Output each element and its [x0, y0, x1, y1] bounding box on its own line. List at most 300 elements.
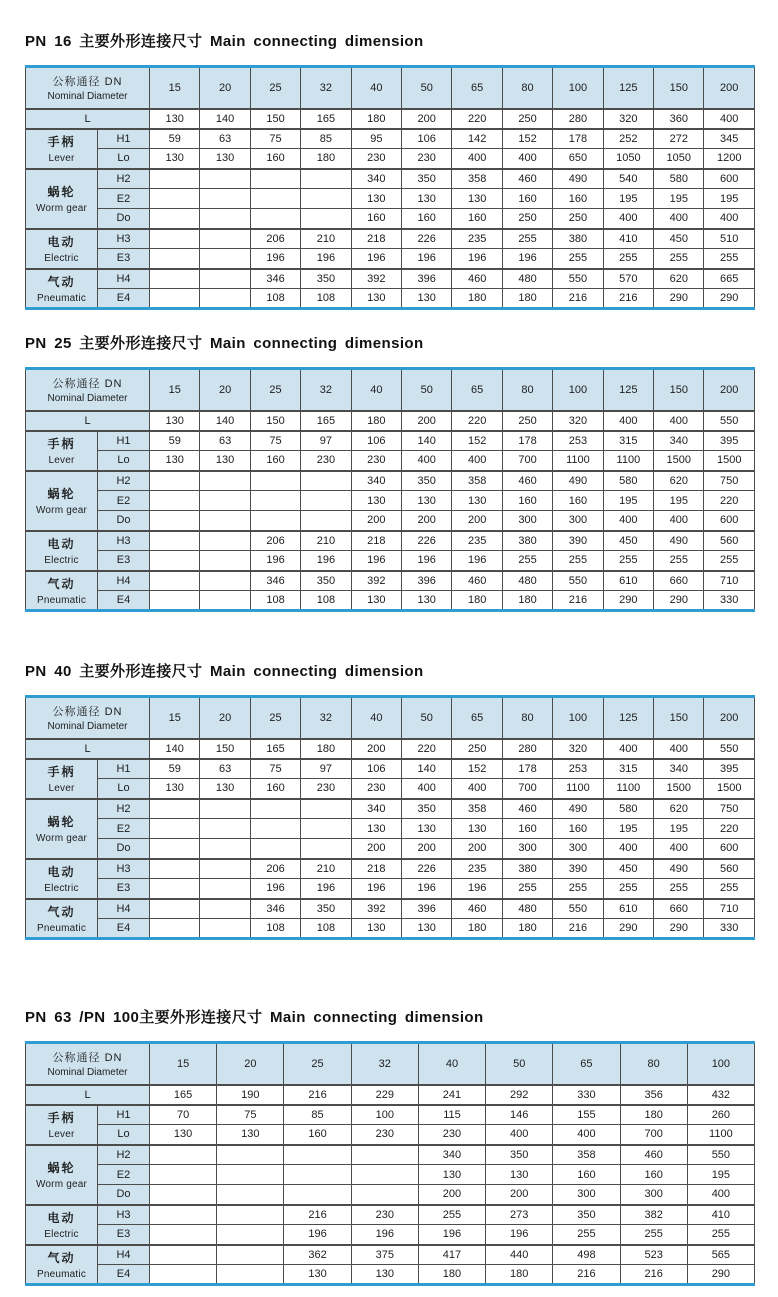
dn-column-header: 20 [200, 67, 250, 109]
nominal-diameter-zh: 公称通径 DN [52, 706, 123, 719]
dimension-value-cell [250, 819, 300, 839]
dimension-value-cell: 160 [502, 189, 552, 209]
group-label-en: Lever [48, 783, 75, 794]
dimension-value-cell [250, 209, 300, 229]
dimension-value-cell: 85 [301, 129, 351, 149]
dimension-value-cell [301, 839, 351, 859]
dimension-value-cell: 610 [603, 571, 653, 591]
dimension-value-cell: 160 [620, 1165, 687, 1185]
row-label-cell: H3 [98, 229, 150, 249]
dimension-value-cell: 350 [486, 1145, 553, 1165]
dimension-value-cell: 216 [284, 1085, 351, 1105]
row-label-cell: H3 [98, 1205, 150, 1225]
dimension-value-cell: 200 [402, 511, 452, 531]
dimension-value-cell: 330 [704, 591, 755, 611]
dn-column-header: 15 [150, 369, 200, 411]
row-label-cell: H2 [98, 1145, 150, 1165]
row-label-cell: E2 [98, 1165, 150, 1185]
dimension-value-cell: 63 [200, 759, 250, 779]
dimension-value-cell: 300 [553, 511, 603, 531]
dimension-value-cell: 195 [654, 189, 704, 209]
dn-column-header: 65 [452, 67, 502, 109]
dimension-row [26, 1145, 755, 1165]
dimension-value-cell: 450 [603, 531, 653, 551]
dimension-value-cell: 400 [452, 779, 502, 799]
dimension-value-cell: 410 [687, 1205, 754, 1225]
dimension-value-cell: 200 [351, 511, 401, 531]
dimension-value-cell: 130 [150, 411, 200, 431]
dn-column-header: 80 [502, 67, 552, 109]
dimension-table-section-pn16 [25, 30, 755, 310]
group-label-en: Worm gear [35, 505, 88, 516]
group-label-zh: 蜗轮 [47, 1161, 76, 1175]
dimension-value-cell: 340 [418, 1145, 485, 1165]
dimension-value-cell [150, 879, 200, 899]
dimension-value-cell: 382 [620, 1205, 687, 1225]
dimension-value-cell [200, 269, 250, 289]
dimension-value-cell: 395 [704, 431, 755, 451]
dimension-value-cell [150, 269, 200, 289]
dimension-value-cell: 400 [654, 839, 704, 859]
dimension-value-cell: 195 [687, 1165, 754, 1185]
dimension-value-cell [284, 1145, 351, 1165]
dimension-table-section-pn40 [25, 660, 755, 940]
dimension-value-cell: 130 [452, 819, 502, 839]
dimension-value-cell: 560 [704, 859, 755, 879]
group-label-cell [26, 571, 98, 611]
dimension-value-cell [217, 1225, 284, 1245]
dimension-value-cell: 200 [452, 839, 502, 859]
dn-column-header: 25 [284, 1043, 351, 1085]
dimension-value-cell [200, 229, 250, 249]
group-label-en: Lever [48, 1129, 75, 1140]
dimension-table-section-pn25 [25, 332, 755, 612]
dimension-value-cell: 400 [402, 779, 452, 799]
dimension-value-cell: 540 [603, 169, 653, 189]
dimension-value-cell: 230 [351, 1125, 418, 1145]
dimension-value-cell [150, 289, 200, 309]
dimension-value-cell: 146 [486, 1105, 553, 1125]
dimension-value-cell: 490 [553, 799, 603, 819]
dimension-value-cell [150, 249, 200, 269]
dimension-value-cell: 130 [351, 491, 401, 511]
row-label-cell: H1 [98, 759, 150, 779]
table-header-row [26, 67, 755, 109]
dimension-value-cell: 340 [351, 799, 401, 819]
dimension-row [26, 899, 755, 919]
dimension-value-cell: 396 [402, 899, 452, 919]
dimension-value-cell: 255 [704, 551, 755, 571]
dimension-value-cell: 255 [687, 1225, 754, 1245]
dimension-value-cell: 165 [301, 411, 351, 431]
dimension-value-cell [150, 491, 200, 511]
nominal-diameter-en: Nominal Diameter [47, 721, 128, 733]
row-label-cell: H1 [98, 1105, 150, 1125]
dn-column-header: 15 [150, 67, 200, 109]
dimension-value-cell: 196 [486, 1225, 553, 1245]
dimension-value-cell: 196 [452, 879, 502, 899]
dimension-value-cell [200, 531, 250, 551]
dimension-value-cell: 250 [502, 109, 552, 129]
dimension-value-cell [200, 839, 250, 859]
dimension-value-cell: 130 [351, 591, 401, 611]
dimension-value-cell: 220 [704, 819, 755, 839]
dimension-value-cell: 130 [200, 149, 250, 169]
dimension-value-cell [150, 229, 200, 249]
dimension-value-cell: 206 [250, 859, 300, 879]
group-label-en: Pneumatic [36, 1268, 87, 1280]
dimension-value-cell [150, 1225, 217, 1245]
row-label-cell: H3 [98, 859, 150, 879]
dimension-value-cell: 165 [301, 109, 351, 129]
dimension-value-cell [150, 1145, 217, 1165]
dimension-value-cell: 180 [486, 1265, 553, 1285]
dimension-row [26, 1105, 755, 1125]
dimension-value-cell: 218 [351, 859, 401, 879]
dimension-value-cell: 255 [603, 249, 653, 269]
dimension-value-cell [301, 169, 351, 189]
dimension-value-cell: 180 [502, 591, 552, 611]
nominal-diameter-zh: 公称通径 DN [52, 76, 123, 89]
dimension-value-cell: 300 [553, 1185, 620, 1205]
dimension-value-cell: 350 [402, 471, 452, 491]
dimension-value-cell [150, 571, 200, 591]
dimension-value-cell: 290 [603, 919, 653, 939]
dimension-value-cell: 490 [654, 531, 704, 551]
group-label-cell [26, 269, 98, 309]
dimension-value-cell: 130 [150, 109, 200, 129]
row-label-cell: E4 [98, 289, 150, 309]
dimension-value-cell: 1500 [704, 779, 755, 799]
dimension-value-cell: 1200 [704, 149, 755, 169]
dimension-value-cell: 346 [250, 269, 300, 289]
dimension-value-cell: 230 [402, 149, 452, 169]
dimension-value-cell: 360 [654, 109, 704, 129]
dimension-value-cell: 350 [301, 269, 351, 289]
dimension-row [26, 471, 755, 491]
dimension-value-cell: 400 [452, 451, 502, 471]
tables-root [0, 30, 778, 1286]
dn-column-header: 40 [351, 67, 401, 109]
dimension-value-cell: 255 [553, 1225, 620, 1245]
group-label-cell [26, 531, 98, 571]
dimension-value-cell: 1100 [553, 779, 603, 799]
dimension-value-cell: 450 [654, 229, 704, 249]
dn-column-header: 80 [502, 369, 552, 411]
dimension-value-cell: 252 [603, 129, 653, 149]
dimension-row [26, 431, 755, 451]
dn-column-header: 20 [217, 1043, 284, 1085]
dn-column-header: 50 [486, 1043, 553, 1085]
dn-column-header: 150 [654, 369, 704, 411]
dimension-value-cell: 392 [351, 571, 401, 591]
dimension-value-cell [200, 899, 250, 919]
dn-column-header: 32 [301, 369, 351, 411]
dimension-value-cell: 395 [704, 759, 755, 779]
dimension-row [26, 1165, 755, 1185]
dn-column-header: 150 [654, 67, 704, 109]
row-label-cell: E3 [98, 1225, 150, 1245]
dimension-value-cell: 620 [654, 799, 704, 819]
dimension-value-cell: 356 [620, 1085, 687, 1105]
dimension-row [26, 551, 755, 571]
dimension-value-cell [150, 471, 200, 491]
dimension-value-cell: 380 [502, 859, 552, 879]
dimension-value-cell: 340 [654, 759, 704, 779]
dimension-value-cell: 226 [402, 531, 452, 551]
length-row-label: L [26, 411, 150, 431]
dimension-value-cell: 620 [654, 269, 704, 289]
dimension-value-cell: 300 [502, 839, 552, 859]
dimension-value-cell [250, 511, 300, 531]
dimension-value-cell: 155 [553, 1105, 620, 1125]
row-label-cell: Do [98, 209, 150, 229]
dimension-row [26, 249, 755, 269]
dn-column-header: 40 [351, 369, 401, 411]
dimension-value-cell [217, 1245, 284, 1265]
dimension-value-cell: 195 [603, 189, 653, 209]
dimension-value-cell [284, 1185, 351, 1205]
dimension-value-cell: 130 [402, 819, 452, 839]
dimension-value-cell: 152 [502, 129, 552, 149]
dimension-value-cell: 180 [301, 739, 351, 759]
dimension-value-cell: 218 [351, 229, 401, 249]
dimension-value-cell: 710 [704, 899, 755, 919]
group-label-zh: 气动 [47, 576, 76, 591]
dimension-value-cell [301, 819, 351, 839]
dimension-value-cell [250, 169, 300, 189]
table-title: PN 16 主要外形连接尺寸 Main connecting dimension [25, 33, 424, 50]
dimension-row [26, 1265, 755, 1285]
dimension-value-cell: 206 [250, 229, 300, 249]
dimension-value-cell: 180 [351, 411, 401, 431]
dimension-value-cell: 290 [654, 591, 704, 611]
dn-column-header: 200 [704, 697, 755, 739]
dimension-value-cell: 253 [553, 431, 603, 451]
dimension-value-cell: 220 [452, 411, 502, 431]
dimension-value-cell: 216 [620, 1265, 687, 1285]
dimension-value-cell [301, 209, 351, 229]
dn-column-header: 65 [452, 697, 502, 739]
dimension-value-cell: 255 [502, 879, 552, 899]
dimension-value-cell: 180 [502, 919, 552, 939]
dimension-value-cell: 75 [250, 431, 300, 451]
nominal-diameter-header-cell [26, 369, 150, 411]
dimension-row [26, 1205, 755, 1225]
group-label-cell [26, 759, 98, 799]
nominal-diameter-en: Nominal Diameter [47, 1067, 128, 1079]
dimension-value-cell: 600 [704, 511, 755, 531]
dimension-value-cell: 196 [402, 551, 452, 571]
dimension-value-cell [150, 1205, 217, 1225]
dimension-value-cell [200, 819, 250, 839]
dimension-value-cell: 130 [418, 1165, 485, 1185]
dimension-value-cell: 510 [704, 229, 755, 249]
dimension-value-cell: 390 [553, 531, 603, 551]
group-label-en: Pneumatic [36, 594, 87, 606]
nominal-diameter-zh: 公称通径 DN [52, 378, 123, 391]
dimension-value-cell [301, 189, 351, 209]
dimension-value-cell: 108 [250, 591, 300, 611]
dn-column-header: 80 [502, 697, 552, 739]
dimension-value-cell: 196 [301, 551, 351, 571]
dimension-value-cell: 130 [402, 189, 452, 209]
dimension-value-cell: 550 [553, 269, 603, 289]
group-label-zh: 气动 [47, 1250, 76, 1265]
dimension-value-cell: 206 [250, 531, 300, 551]
row-label-cell: H4 [98, 899, 150, 919]
dimension-value-cell [200, 919, 250, 939]
row-label-cell: H1 [98, 129, 150, 149]
table-header-row [26, 697, 755, 739]
dimension-value-cell: 700 [620, 1125, 687, 1145]
group-label-en: Electric [44, 883, 79, 894]
row-label-cell: H4 [98, 269, 150, 289]
dimension-value-cell: 130 [351, 819, 401, 839]
dimension-value-cell [217, 1185, 284, 1205]
group-label-en: Lever [48, 455, 75, 466]
dimension-value-cell: 255 [620, 1225, 687, 1245]
dimension-value-cell: 200 [418, 1185, 485, 1205]
dimension-table [25, 65, 755, 310]
dimension-value-cell: 97 [301, 759, 351, 779]
group-label-cell [26, 431, 98, 471]
dimension-value-cell: 195 [603, 491, 653, 511]
dimension-row [26, 511, 755, 531]
dimension-value-cell: 300 [620, 1185, 687, 1205]
dimension-value-cell: 150 [200, 739, 250, 759]
group-label-en: Worm gear [35, 203, 88, 214]
dimension-value-cell: 130 [150, 451, 200, 471]
dimension-value-cell [150, 591, 200, 611]
dimension-row [26, 451, 755, 471]
row-label-cell: H2 [98, 471, 150, 491]
dimension-value-cell: 660 [654, 899, 704, 919]
dimension-value-cell: 460 [452, 269, 502, 289]
dimension-value-cell: 1100 [553, 451, 603, 471]
dimension-value-cell: 380 [502, 531, 552, 551]
dimension-value-cell: 400 [603, 411, 653, 431]
dimension-value-cell: 196 [250, 879, 300, 899]
dimension-value-cell: 560 [704, 531, 755, 551]
dimension-value-cell: 108 [301, 591, 351, 611]
group-label-zh: 手柄 [47, 437, 76, 451]
dimension-value-cell: 200 [351, 839, 401, 859]
dimension-value-cell: 1500 [654, 451, 704, 471]
length-row [26, 739, 755, 759]
dimension-value-cell: 650 [553, 149, 603, 169]
dimension-value-cell: 346 [250, 899, 300, 919]
dimension-value-cell: 490 [553, 471, 603, 491]
dimension-value-cell: 200 [351, 739, 401, 759]
dimension-value-cell: 710 [704, 571, 755, 591]
dimension-value-cell [217, 1205, 284, 1225]
dimension-value-cell [200, 169, 250, 189]
row-label-cell: H4 [98, 571, 150, 591]
dn-column-header: 32 [351, 1043, 418, 1085]
table-title: PN 40 主要外形连接尺寸 Main connecting dimension [25, 663, 424, 680]
dimension-value-cell: 340 [654, 431, 704, 451]
dimension-value-cell: 400 [654, 209, 704, 229]
dimension-row [26, 591, 755, 611]
dimension-value-cell: 550 [704, 739, 755, 759]
dimension-value-cell: 300 [553, 839, 603, 859]
dimension-value-cell: 255 [553, 551, 603, 571]
dimension-value-cell: 565 [687, 1245, 754, 1265]
dimension-value-cell: 97 [301, 431, 351, 451]
dn-column-header: 200 [704, 67, 755, 109]
dimension-value-cell: 165 [150, 1085, 217, 1105]
dimension-value-cell [301, 511, 351, 531]
dimension-value-cell: 700 [502, 451, 552, 471]
dimension-value-cell: 580 [654, 169, 704, 189]
dn-column-header: 200 [704, 369, 755, 411]
dimension-value-cell: 160 [553, 1165, 620, 1185]
dimension-value-cell [250, 491, 300, 511]
row-label-cell: Lo [98, 451, 150, 471]
dimension-value-cell [150, 551, 200, 571]
dimension-value-cell: 229 [351, 1085, 418, 1105]
dimension-value-cell: 190 [217, 1085, 284, 1105]
dimension-row [26, 1225, 755, 1245]
dimension-value-cell [200, 491, 250, 511]
dimension-value-cell: 392 [351, 269, 401, 289]
dimension-value-cell: 75 [250, 129, 300, 149]
table-title: PN 63 /PN 100主要外形连接尺寸 Main connecting dimension [25, 1009, 484, 1026]
dimension-value-cell: 230 [351, 779, 401, 799]
row-label-cell: E3 [98, 551, 150, 571]
dimension-value-cell: 255 [654, 249, 704, 269]
dimension-value-cell: 400 [654, 511, 704, 531]
dimension-value-cell: 230 [301, 451, 351, 471]
dimension-value-cell: 665 [704, 269, 755, 289]
dimension-value-cell: 180 [452, 919, 502, 939]
group-label-en: Pneumatic [36, 922, 87, 934]
dimension-row [26, 919, 755, 939]
dimension-value-cell [351, 1185, 418, 1205]
dimension-value-cell: 620 [654, 471, 704, 491]
dimension-value-cell: 550 [553, 571, 603, 591]
length-row [26, 109, 755, 129]
dimension-value-cell: 140 [402, 431, 452, 451]
dimension-value-cell: 220 [704, 491, 755, 511]
dimension-value-cell: 218 [351, 531, 401, 551]
dimension-value-cell: 235 [452, 859, 502, 879]
dimension-value-cell: 196 [418, 1225, 485, 1245]
dn-column-header: 25 [250, 67, 300, 109]
dimension-value-cell: 160 [553, 819, 603, 839]
dimension-table-section-pn63-pn100 [25, 1006, 755, 1286]
dimension-value-cell: 130 [200, 451, 250, 471]
dimension-value-cell: 255 [418, 1205, 485, 1225]
dimension-value-cell: 160 [250, 149, 300, 169]
dimension-value-cell: 230 [301, 779, 351, 799]
dimension-value-cell [301, 491, 351, 511]
row-label-cell: Lo [98, 1125, 150, 1145]
dimension-value-cell [150, 859, 200, 879]
dimension-row [26, 531, 755, 551]
dimension-value-cell: 460 [452, 571, 502, 591]
dimension-value-cell: 200 [486, 1185, 553, 1205]
group-label-zh: 气动 [47, 904, 76, 919]
dimension-value-cell: 152 [452, 759, 502, 779]
nominal-diameter-zh: 公称通径 DN [52, 1052, 123, 1065]
nominal-diameter-header-cell [26, 67, 150, 109]
dimension-value-cell: 273 [486, 1205, 553, 1225]
dimension-value-cell [200, 799, 250, 819]
dimension-value-cell [250, 839, 300, 859]
group-label-en: Electric [44, 555, 79, 566]
